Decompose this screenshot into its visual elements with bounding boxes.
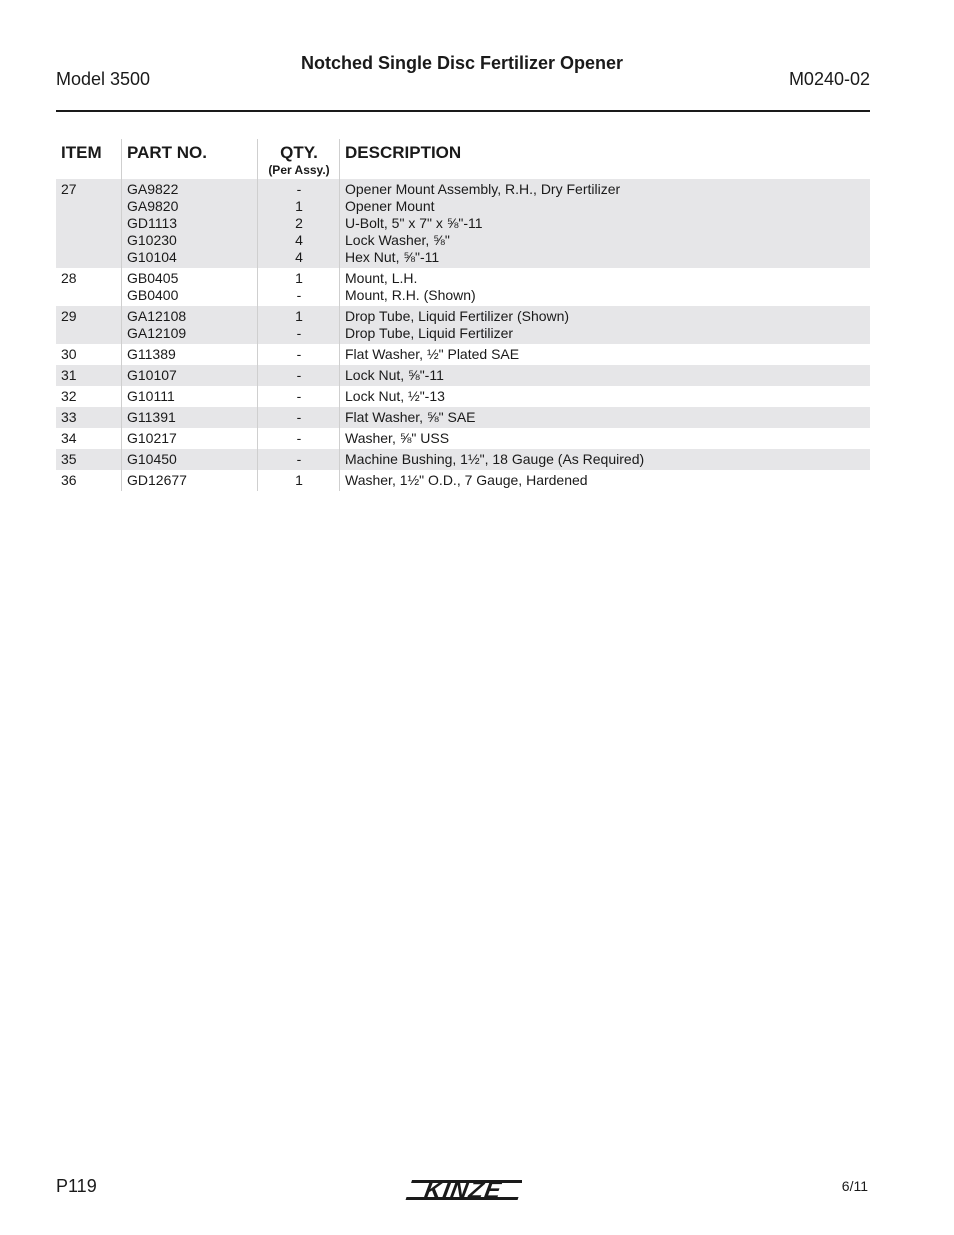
part-number: GA9820 [127,198,179,214]
part-number: GA12108 [127,308,187,324]
description-cell [340,470,871,491]
quantity: - [296,287,302,303]
quantity-cell [258,344,340,365]
description: Lock Nut, ½"-13 [345,388,445,404]
part-number: G11389 [127,346,176,362]
part-number: GD1113 [127,215,178,231]
part-number-cell [122,179,258,268]
item-number: 35 [56,449,122,470]
description: Flat Washer, ⅝" SAE [345,409,476,425]
quantity-cell [258,268,340,306]
description-cell [340,365,871,386]
quantity: - [296,430,302,446]
parts-table-body [56,179,870,491]
column-header-part-no: PART NO. [122,139,258,179]
description: Washer, 1½" O.D., 7 Gauge, Hardened [345,472,588,488]
quantity-cell [258,449,340,470]
table-row [56,407,870,428]
part-number-cell [122,449,258,470]
part-number: GA9822 [127,181,179,197]
part-number-cell [122,306,258,344]
description-cell [340,386,871,407]
quantity: - [296,181,302,197]
part-number-cell [122,268,258,306]
description-cell [340,179,871,268]
table-row [56,306,870,344]
page-number: P119 [56,1176,97,1196]
kinze-logo [402,1174,522,1206]
description: Washer, ⅝" USS [345,430,450,446]
description: Hex Nut, ⅝"-11 [345,249,440,265]
description: Mount, L.H. [345,270,418,286]
table-row [56,268,870,306]
table-row [56,428,870,449]
quantity-cell [258,386,340,407]
description: Mount, R.H. (Shown) [345,287,476,303]
item-number: 32 [56,386,122,407]
description-cell [340,449,871,470]
quantity: - [296,409,302,425]
quantity: - [296,451,302,467]
part-number: G10104 [127,249,177,265]
quantity: 2 [295,215,303,231]
table-header-row [56,139,870,179]
quantity-cell [258,306,340,344]
description: Lock Washer, ⅝" [345,232,450,248]
part-number-cell [122,470,258,491]
column-header-item: ITEM [56,139,122,179]
quantity-cell [258,179,340,268]
quantity-cell [258,407,340,428]
logo-wordmark: KINZE [422,1177,504,1204]
quantity: 1 [295,270,303,286]
quantity: - [296,325,302,341]
quantity: - [296,346,302,362]
quantity-cell [258,428,340,449]
part-number-cell [122,344,258,365]
part-number-cell [122,386,258,407]
qty-header-sublabel: (Per Assy.) [268,163,330,177]
item-number: 29 [56,306,122,344]
model-label: Model 3500 [56,69,151,89]
table-row [56,344,870,365]
part-number: G11391 [127,409,176,425]
column-header-description: DESCRIPTION [345,143,462,162]
description: Drop Tube, Liquid Fertilizer [345,325,514,341]
description: Opener Mount Assembly, R.H., Dry Fertilizer [345,181,621,197]
description: Drop Tube, Liquid Fertilizer (Shown) [345,308,570,324]
header-divider [56,110,870,112]
item-number: 30 [56,344,122,365]
description-cell [340,268,871,306]
table-row [56,470,870,491]
quantity: - [296,388,302,404]
part-number: GD12677 [127,472,187,488]
description-cell [340,306,871,344]
part-number-cell [122,428,258,449]
quantity: 4 [295,249,303,265]
quantity: 1 [295,198,303,214]
part-number: G10230 [127,232,177,248]
item-number: 31 [56,365,122,386]
quantity-cell [258,470,340,491]
item-number: 28 [56,268,122,306]
table-row [56,386,870,407]
document-number: M0240-02 [788,69,870,89]
part-number: GA12109 [127,325,187,341]
description-cell [340,344,871,365]
item-number: 33 [56,407,122,428]
quantity: 1 [295,308,303,324]
description: Flat Washer, ½" Plated SAE [345,346,520,362]
quantity: 1 [295,472,303,488]
description: Lock Nut, ⅝"-11 [345,367,444,383]
part-number-cell [122,407,258,428]
part-number: G10107 [127,367,177,383]
quantity-cell [258,365,340,386]
part-number: GB0400 [127,287,179,303]
page-title: Notched Single Disc Fertilizer Opener [300,53,624,73]
table-row [56,449,870,470]
description: Machine Bushing, 1½", 18 Gauge (As Required) [345,451,645,467]
column-header-qty [258,139,340,179]
item-number: 27 [56,179,122,268]
table-row [56,365,870,386]
table-row [56,179,870,268]
item-number: 34 [56,428,122,449]
part-number: G10111 [127,388,175,404]
quantity: 4 [295,232,303,248]
item-number: 36 [56,470,122,491]
part-number: GB0405 [127,270,179,286]
description-cell [340,407,871,428]
part-number: G10450 [127,451,177,467]
quantity: - [296,367,302,383]
parts-table [56,139,870,491]
revision-date: 6/11 [841,1178,868,1194]
part-number: G10217 [127,430,177,446]
description: Opener Mount [345,198,435,214]
qty-header-label: QTY. [280,143,318,162]
description-cell [340,428,871,449]
part-number-cell [122,365,258,386]
description: U-Bolt, 5" x 7" x ⅝"-11 [345,215,483,231]
